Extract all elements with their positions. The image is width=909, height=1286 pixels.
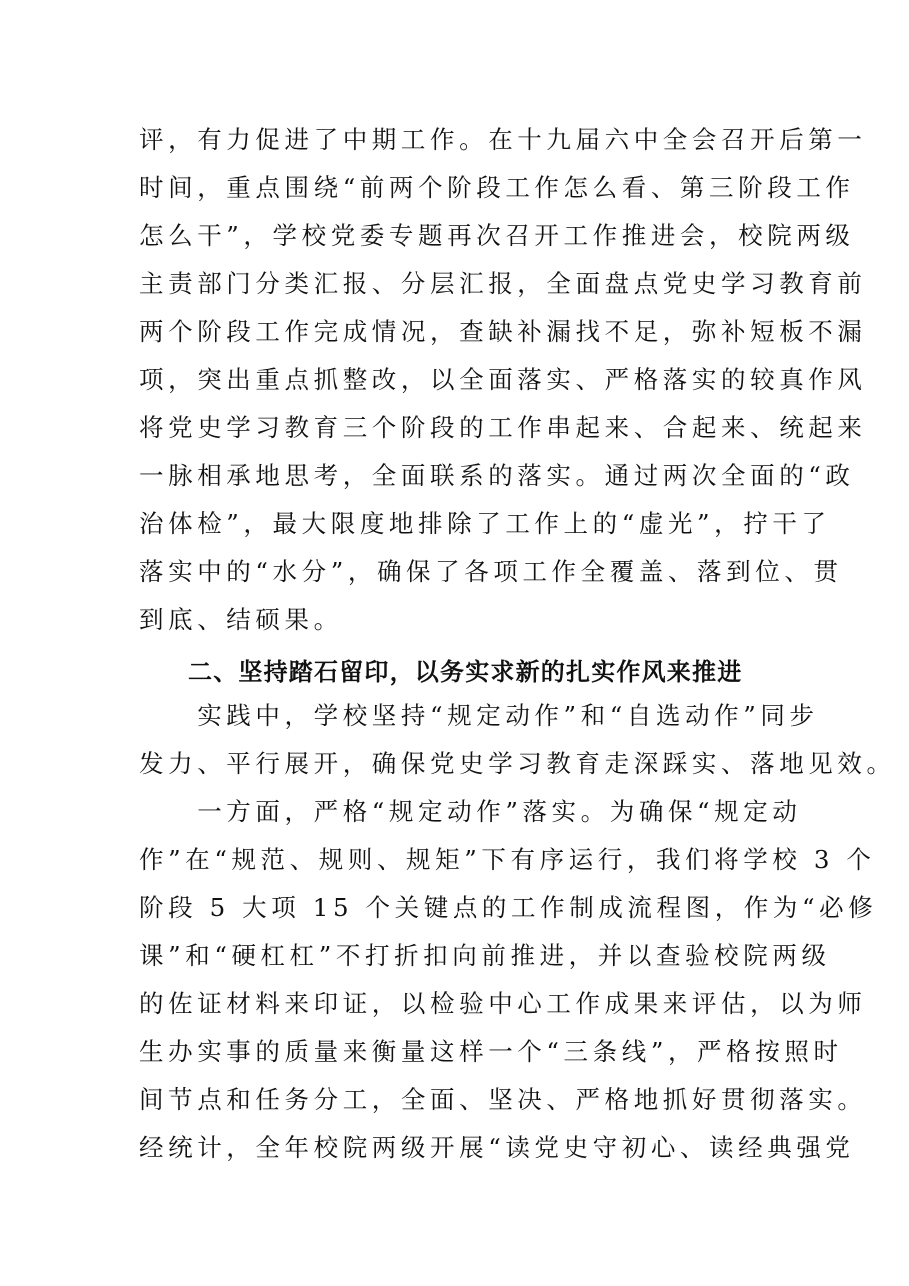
paragraph-line: 怎么干”，学校党委专题再次召开工作推进会，校院两级 xyxy=(139,221,855,250)
paragraph-line: 到底、结硕果。 xyxy=(139,605,343,634)
paragraph-line: 生办实事的质量来衡量这样一个“三条线”，严格按照时 xyxy=(139,1037,843,1066)
paragraph-line: 项，突出重点抓整改，以全面落实、严格落实的较真作风 xyxy=(139,365,867,394)
paragraph-line: 作”在“规范、规则、规矩”下有序运行，我们将学校 3 个 xyxy=(139,845,876,874)
paragraph-line: 落实中的“水分”，确保了各项工作全覆盖、落到位、贯 xyxy=(139,557,843,586)
paragraph-line: 两个阶段工作完成情况，查缺补漏找不足，弥补短板不漏 xyxy=(139,317,867,346)
paragraph-line: 经统计，全年校院两级开展“读党史守初心、读经典强党 xyxy=(139,1133,855,1162)
paragraph-line: 一方面，严格“规定动作”落实。为确保“规定动 xyxy=(139,797,802,826)
paragraph-line: 一脉相承地思考，全面联系的落实。通过两次全面的“政 xyxy=(139,461,855,490)
paragraph-line: 主责部门分类汇报、分层汇报，全面盘点党史学习教育前 xyxy=(139,269,867,298)
paragraph-line: 间节点和任务分工，全面、坚决、严格地抓好贯彻落实。 xyxy=(139,1085,867,1114)
paragraph-line: 的佐证材料来印证，以检验中心工作成果来评估，以为师 xyxy=(139,989,867,1018)
paragraph-line: 治体检”，最大限度地排除了工作上的“虚光”，拧干了 xyxy=(139,509,831,538)
paragraph-line: 评，有力促进了中期工作。在十九届六中全会召开后第一 xyxy=(139,125,867,154)
paragraph-line: 发力、平行展开，确保党史学习教育走深踩实、落地见效。 xyxy=(139,749,896,778)
paragraph-line: 时间，重点围绕“前两个阶段工作怎么看、第三阶段工作 xyxy=(139,173,855,202)
paragraph-line: 课”和“硬杠杠”不打折扣向前推进，并以查验校院两级 xyxy=(139,941,831,970)
paragraph-line: 阶段 5 大项 15 个关键点的工作制成流程图，作为“必修 xyxy=(139,893,878,922)
section-heading: 二、坚持踏石留印，以务实求新的扎实作风来推进 xyxy=(188,658,743,686)
paragraph-intro xyxy=(139,116,867,644)
paragraph-regulated-actions xyxy=(139,788,878,1172)
paragraph-line: 实践中，学校坚持“规定动作”和“自选动作”同步 xyxy=(139,701,819,730)
paragraph-line: 将党史学习教育三个阶段的工作串起来、合起来、统起来 xyxy=(139,413,867,442)
paragraph-practice xyxy=(139,692,896,788)
